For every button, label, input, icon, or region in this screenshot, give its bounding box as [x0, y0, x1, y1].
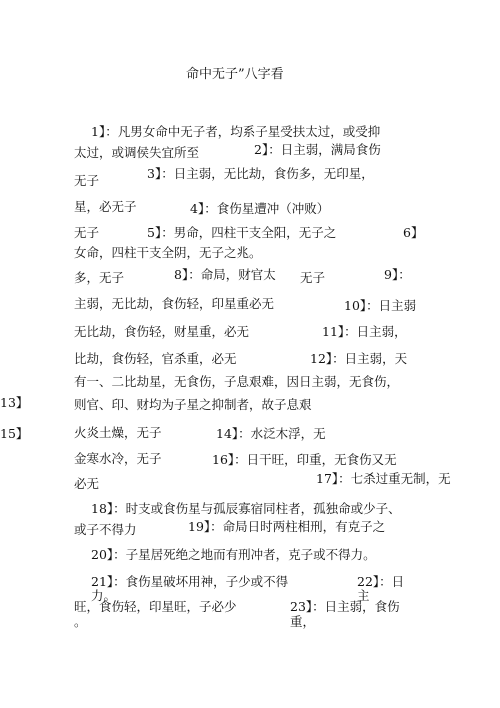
text-line: 20】：子星居死绝之地而有刑冲者，克子或不得力。	[91, 547, 376, 562]
text-line: 11】：日主弱，	[322, 324, 407, 339]
text-line: 9】：	[384, 267, 411, 282]
text-line: 1】：凡男女命中无子者，均系子星受扶太过，或受抑	[91, 124, 381, 139]
text-line: 16】：日干旺，印重，无食伤又无	[212, 452, 397, 467]
text-line: 有一、二比劫星，无食伤，子息艰难，因日主弱，无食伤，	[74, 374, 400, 389]
text-line: 比劫，食伤轻，官杀重，必无	[74, 351, 237, 366]
text-line: 星，必无子	[74, 199, 137, 214]
text-line: 14】：水泛木浮，无	[216, 426, 326, 441]
text-line: 或子不得力	[74, 522, 137, 537]
text-line: 10】：日主弱	[344, 298, 417, 313]
text-line: 3】：日主弱，无比劫，食伤多，无印星，	[147, 166, 374, 181]
text-line: 主弱，无比劫，食伤轻，印星重必无	[74, 296, 275, 311]
text-line: 多，无子	[74, 270, 125, 285]
text-line: 2】：日主弱，满局食伤	[254, 142, 381, 157]
text-line: 21】：食伤星破坏用神，子少或不得	[91, 574, 289, 589]
text-line: 23】：日主弱，食伤	[290, 599, 400, 614]
text-line: 必无	[74, 476, 100, 491]
text-line: 8】：命局，财官太	[174, 267, 276, 282]
text-line: 无子	[74, 225, 100, 240]
text-line: 女命，四柱干支全阴，无子之兆。	[74, 245, 262, 260]
text-line: 主	[357, 588, 370, 603]
text-line: 17】：七杀过重无制，无	[316, 471, 451, 486]
text-line: 无子	[74, 173, 100, 188]
text-line: 22】：日	[357, 574, 405, 589]
text-line: 4】：食伤星遭冲（冲败）	[190, 201, 330, 216]
text-line: 无子	[300, 270, 326, 285]
text-line: 太过，或调侯失宜所至	[74, 145, 200, 160]
text-line: 13】	[0, 395, 29, 410]
text-line: 18】：时支或食伤星与孤辰寡宿同柱者，孤独命或少子、	[91, 501, 401, 516]
text-line: 。	[74, 614, 87, 629]
text-line: 12】：日主弱，天	[310, 351, 408, 366]
text-line: 力。	[91, 588, 117, 603]
text-line: 旺，食伤轻，印星旺，子必少	[74, 599, 237, 614]
text-line: 重，	[290, 614, 316, 629]
text-line: 6】	[403, 225, 424, 240]
text-line: 19】：命局日时两柱相刑，有克子之	[188, 519, 386, 534]
text-line: 5】：男命，四柱干支全阳，无子之	[147, 225, 337, 240]
text-line: 15】	[0, 426, 29, 441]
text-line: 金寒水冷，无子	[74, 451, 162, 466]
doc-title: 命中无子”八字看	[186, 67, 284, 82]
text-line: 火炎土燥，无子	[74, 425, 162, 440]
text-line: 则官、印、财均为子星之抑制者，故子息艰	[74, 397, 312, 412]
text-line: 无比劫，食伤轻，财星重，必无	[74, 324, 250, 339]
